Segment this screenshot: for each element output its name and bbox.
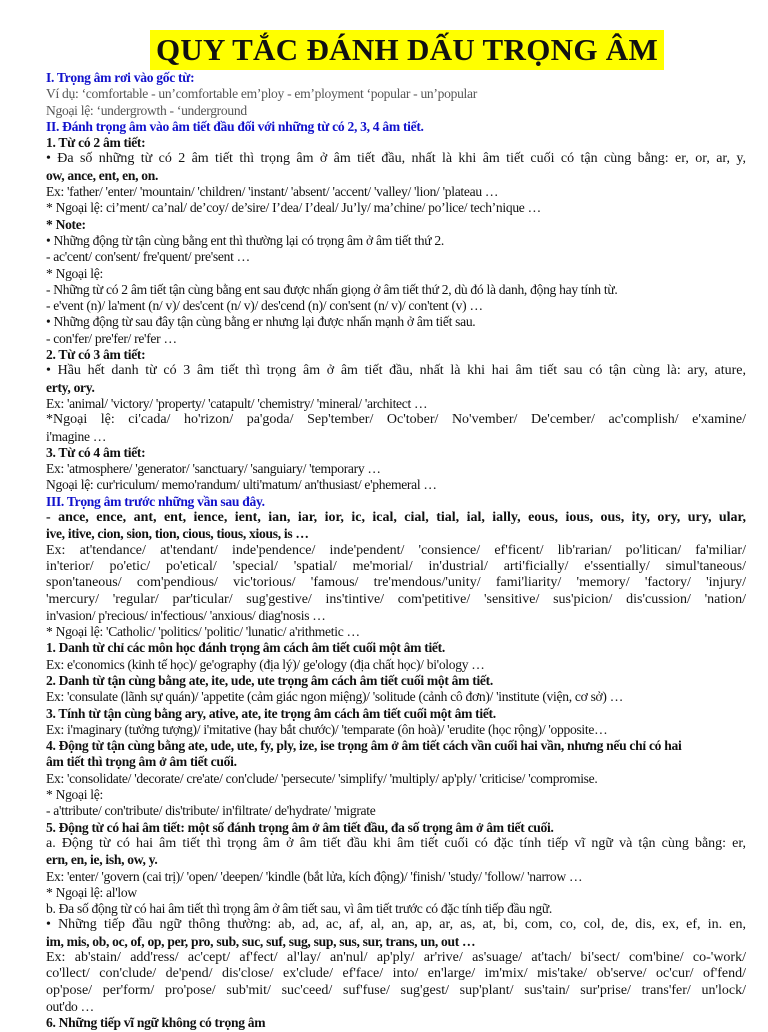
text-line: ive, itive, cion, sion, tion, cious, tious, xious, is …	[46, 526, 309, 542]
text-line: III. Trọng âm trước những vần sau đây.	[46, 493, 265, 509]
text-line: * Note:	[46, 216, 86, 232]
title-wrap	[46, 30, 768, 70]
text-line: âm tiết thì trọng âm ở âm tiết cuối.	[46, 754, 237, 770]
text-line: Ex: i'maginary (tưởng tượng)/ i'mitative (hay bắt chước)/ 'temparate (ôn hoà)/ 'erudite (học rộng)/ 'opposite…	[46, 721, 608, 737]
text-line: * Ngoại lệ: 'Catholic/ 'politics/ 'politic/ 'lunatic/ a'rithmetic …	[46, 624, 360, 640]
text-line: spon'taneous/ com'pendious/ vic'torious/ 'famous/ tre'mendous/'unity/ fami'liarity/ 'memory/ 'factory/ 'injury/	[46, 575, 746, 591]
text-line: - a'ttribute/ con'tribute/ dis'tribute/ in'filtrate/ de'hydrate/ 'migrate	[46, 803, 376, 819]
text-line: erty, ory.	[46, 379, 95, 395]
text-line: in'vasion/ p'recious/ in'fectious/ 'anxious/ diag'nosis …	[46, 607, 326, 623]
text-line: - Những từ có 2 âm tiết tận cùng bằng ent sau được nhấn giọng ở âm tiết thứ 2, dù đó là danh, động hay tính từ.	[46, 281, 618, 297]
text-line: a. Động từ có hai âm tiết thì trọng âm ở âm tiết đầu khi âm tiết cuối có đặc tính tiếp vĩ ngữ và tận cùng bằng: er,	[46, 835, 746, 851]
text-line: *Ngoại lệ: ci'cada/ ho'rizon/ pa'goda/ Sep'tember/ Oc'tober/ No'vember/ De'cember/ ac'complish/ e'xamine/	[46, 412, 746, 428]
text-line: Ex: 'consolidate/ 'decorate/ cre'ate/ con'clude/ 'persecute/ 'simplify/ 'multiply/ ap'ply/ 'criticise/ 'compromise.	[46, 770, 598, 786]
text-line: out'do …	[46, 998, 94, 1014]
text-line: - ance, ence, ant, ent, ience, ient, ian, iar, ior, ic, ical, cial, tial, ial, ially, eous, ious, ous, ity, ory, ury, ular,	[46, 510, 746, 526]
text-line: • Hầu hết danh từ có 3 âm tiết thì trọng âm ở âm tiết đầu, nhất là khi hai âm tiết sau có tận cùng là: ary, ature,	[46, 363, 746, 379]
text-line: Ex: 'consulate (lãnh sự quán)/ 'appetite (cảm giác ngon miệng)/ 'solitude (cảnh cô đơn)/ 'institute (viện, cơ sở) …	[46, 689, 623, 705]
text-line: • Những tiếp đầu ngữ thông thường: ab, ad, ac, af, al, an, ap, ar, as, at, bi, com, co, col, de, dis, ex, ef, in. en,	[46, 917, 746, 933]
text-line: - e'vent (n)/ la'ment (n/ v)/ des'cent (n/ v)/ des'cend (n)/ con'sent (n/ v)/ con'tent (v) …	[46, 298, 483, 314]
text-line: Ex: e'conomics (kinh tế học)/ ge'ography (địa lý)/ ge'ology (địa chất học)/ bi'ology …	[46, 656, 485, 672]
text-line: ow, ance, ent, en, on.	[46, 167, 159, 183]
text-line: • Đa số những từ có 2 âm tiết thì trọng âm ở âm tiết đầu, nhất là khi âm tiết cuối có tận cùng bằng: er, or, ar, y,	[46, 151, 746, 167]
text-line: im, mis, ob, oc, of, op, per, pro, sub, suc, suf, sug, sup, sus, sur, trans, un, out …	[46, 933, 476, 949]
text-line: Ex: 'atmosphere/ 'generator/ 'sanctuary/ 'sanguiary/ 'temporary …	[46, 461, 381, 477]
text-line: 2. Từ có 3 âm tiết:	[46, 347, 146, 363]
page-title: QUY TẮC ĐÁNH DẤU TRỌNG ÂM	[150, 30, 664, 70]
document-body	[46, 70, 768, 1032]
text-line: I. Trọng âm rơi vào gốc từ:	[46, 70, 195, 85]
text-line: * Ngoại lệ: ci’ment/ ca’nal/ de’coy/ de’sire/ I’dea/ I’deal/ Ju’ly/ ma’chine/ po’lice/ tech’nique …	[46, 200, 541, 216]
text-line: Ngoại lệ: ‘undergrowth - ‘underground	[46, 102, 247, 118]
text-line: i'magine …	[46, 428, 107, 444]
text-line: II. Đánh trọng âm vào âm tiết đầu đối với những từ có 2, 3, 4 âm tiết.	[46, 118, 424, 134]
text-line: 'mercury/ 'regular/ par'ticular/ sug'gestive/ ins'tintive/ com'petitive/ 'sensitive/ sus'picion/ dis'cussion/ 'nation/	[46, 591, 746, 607]
text-line: 2. Danh từ tận cùng bằng ate, ite, ude, ute trọng âm cách âm tiết cuối một âm tiết.	[46, 672, 493, 688]
text-line: Ex: 'father/ 'enter/ 'mountain/ 'children/ 'instant/ 'absent/ 'accent/ 'valley/ 'lion/ 'plateau …	[46, 184, 499, 200]
text-line: - con'fer/ pre'fer/ re'fer …	[46, 330, 177, 346]
text-line: • Những động từ sau đây tận cùng bằng er nhưng lại được nhấn mạnh ở âm tiết sau.	[46, 314, 476, 330]
text-line: b. Đa số động từ có hai âm tiết thì trọng âm ở âm tiết sau, vì âm tiết trước có đặc tính tiếp đầu ngữ.	[46, 901, 552, 917]
text-line: ern, en, ie, ish, ow, y.	[46, 852, 158, 868]
text-line: Ngoại lệ: cur'riculum/ memo'randum/ ulti'matum/ an'thusiast/ e'phemeral …	[46, 477, 437, 493]
text-line: * Ngoại lệ: al'low	[46, 884, 137, 900]
text-line: Ex: at'tendance/ at'tendant/ inde'pendence/ inde'pendent/ 'consience/ ef'ficent/ lib'rarian/ po'litican/ fa'miliar/	[46, 542, 746, 558]
text-line: op'pose/ per'form/ pro'pose/ sub'mit/ suc'ceed/ suf'fuse/ sug'gest/ sup'plant/ sus'tain/ sur'prise/ trans'fer/ un'lock/	[46, 982, 746, 998]
text-line: * Ngoại lệ:	[46, 787, 103, 803]
text-line: Ex: 'animal/ 'victory/ 'property/ 'catapult/ 'chemistry/ 'mineral/ 'architect …	[46, 395, 428, 411]
text-line: 6. Những tiếp vĩ ngữ không có trọng âm	[46, 1015, 266, 1031]
text-line: 1. Từ có 2 âm tiết:	[46, 135, 146, 151]
text-line: Ex: ab'stain/ add'ress/ ac'cept/ af'fect/ al'lay/ an'nul/ ap'ply/ ar'rive/ as'suage/ at'tach/ bi'sect/ com'bine/ co-'work/	[46, 950, 746, 966]
text-line: 3. Từ có 4 âm tiết:	[46, 444, 146, 460]
text-line: Ví dụ: ‘comfortable - un’comfortable em’ploy - em’ployment ‘popular - un’popular	[46, 86, 477, 102]
text-line: • Những động từ tận cùng bằng ent thì thường lại có trọng âm ở âm tiết thứ 2.	[46, 232, 444, 248]
text-line: - ac'cent/ con'sent/ fre'quent/ pre'sent …	[46, 249, 250, 265]
document-page	[46, 30, 768, 1032]
text-line: 4. Động từ tận cùng bằng ate, ude, ute, fy, ply, ize, ise trọng âm ở âm tiết cách vần cuối hai vần, nhưng nếu chỉ có hai	[46, 738, 682, 754]
text-line: 5. Động từ có hai âm tiết: một số đánh trọng âm ở âm tiết đầu, đa số trọng âm ở âm tiết cuối.	[46, 819, 554, 835]
text-line: co'llect/ con'clude/ de'pend/ dis'close/ ex'clude/ ef'face/ into/ en'large/ im'mix/ mis'take/ ob'serve/ oc'cur/ of'fend/	[46, 966, 746, 982]
text-line: * Ngoại lệ:	[46, 265, 103, 281]
text-line: in'terior/ po'etic/ po'etical/ 'special/ 'spatial/ me'morial/ in'dustrial/ arti'ficially/ e'ssentially/ simul'taneous/	[46, 558, 746, 574]
text-line: 1. Danh từ chỉ các môn học đánh trọng âm cách âm tiết cuối một âm tiết.	[46, 640, 445, 656]
text-line: 3. Tính từ tận cùng bằng ary, ative, ate, ite trọng âm cách âm tiết cuối một âm tiết.	[46, 705, 496, 721]
text-line: Ex: 'enter/ 'govern (cai trị)/ 'open/ 'deepen/ 'kindle (bắt lửa, kích động)/ 'finish/ 'study/ 'follow/ 'narrow …	[46, 868, 583, 884]
